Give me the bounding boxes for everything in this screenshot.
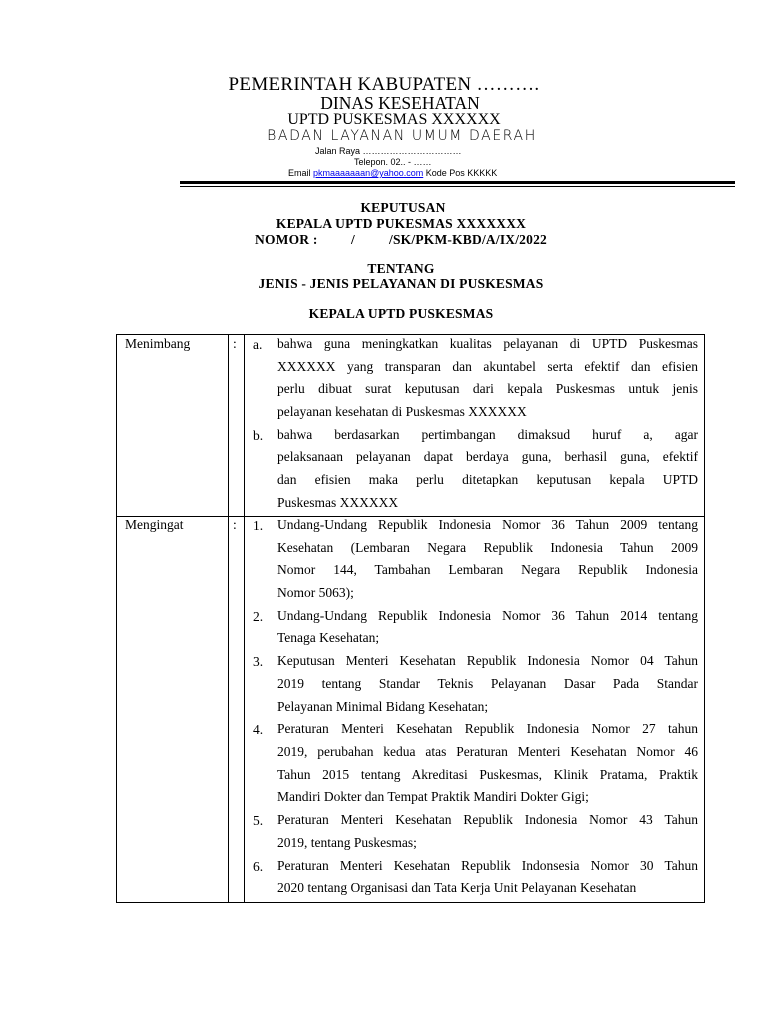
mengingat-item-line: Pelayanan Minimal Bidang Kesehatan; — [277, 698, 489, 714]
mengingat-item-text — [277, 514, 698, 605]
menimbang-item-line: pelaksanaan pelayanan dapat berdaya guna, berhasil guna, efektif — [277, 449, 698, 465]
header-government-line: PEMERINTAH KABUPATEN ………. — [228, 74, 540, 95]
menimbang-label: Menimbang — [125, 336, 191, 351]
mengingat-item-marker: 5. — [253, 813, 264, 829]
considerations-table — [116, 334, 705, 903]
mengingat-item-text — [277, 718, 698, 809]
mengingat-item-text — [277, 650, 698, 718]
mengingat-item-marker: 3. — [253, 654, 264, 670]
mengingat-item-line: Keputusan Menteri Kesehatan Republik Indonesia Nomor 04 Tahun — [277, 653, 698, 669]
mengingat-item-line: Mandiri Dokter dan Tempat Praktik Mandiri Dokter Gigi; — [277, 789, 589, 805]
menimbang-item-line: Puskesmas XXXXXX — [277, 494, 399, 510]
mengingat-item-line: Undang-Undang Republik Indonesia Nomor 36 Tahun 2009 tentang — [277, 517, 698, 532]
menimbang-item-line: dan efisien maka perlu ditetapkan keputusan kepala UPTD — [277, 472, 698, 488]
decree-number — [0, 232, 768, 248]
menimbang-item-text — [277, 333, 698, 424]
mengingat-item-line: Peraturan Menteri Kesehatan Republik Indonesia Nomor 43 Tahun — [277, 812, 698, 828]
decree-number-slash: / — [351, 232, 355, 247]
mengingat-label: Mengingat — [125, 517, 184, 532]
mengingat-item-line: Kesehatan (Lembaran Negara Republik Indonesia Tahun 2009 — [277, 539, 698, 555]
mengingat-item-marker: 2. — [253, 608, 264, 624]
header-postal-code: Kode Pos KKKKK — [425, 168, 498, 178]
decree-issuer-heading: KEPALA UPTD PUSKESMAS — [308, 306, 494, 321]
letterhead-divider-thick — [180, 181, 735, 184]
mengingat-item-text — [277, 809, 698, 854]
header-phone: Telepon. 02.. - …… — [354, 157, 432, 167]
table-divider-colon — [244, 335, 245, 902]
header-address: Jalan Raya …………………………… — [315, 146, 462, 156]
table-divider-label — [228, 335, 229, 902]
mengingat-item-line: Nomor 144, Tambahan Lembaran Negara Republik Indonesia — [277, 562, 698, 578]
mengingat-item-line: Tahun 2015 tentang Akreditasi Puskesmas, Klinik Pratama, Praktik — [277, 766, 698, 782]
menimbang-item-marker: a. — [253, 337, 263, 352]
mengingat-item-line: Tenaga Kesehatan; — [277, 630, 380, 646]
mengingat-item-line: Peraturan Menteri Kesehatan Republik Indonesia Nomor 27 tahun — [277, 721, 698, 737]
menimbang-item-line: XXXXXX yang transparan dan akuntabel serta efektif dan efisien — [277, 358, 698, 374]
header-agency-line: DINAS KESEHATAN — [320, 93, 480, 113]
decree-number-value: /SK/PKM-KBD/A/IX/2022 — [389, 232, 547, 247]
menimbang-item-line: pelayanan kesehatan di Puskesmas XXXXXX — [277, 404, 527, 420]
mengingat-item-marker: 4. — [253, 722, 264, 738]
decree-subject: JENIS - JENIS PELAYANAN DI PUSKESMAS — [258, 276, 544, 291]
mengingat-item-line: 2020 tentang Organisasi dan Tata Kerja Unit Pelayanan Kesehatan — [277, 880, 637, 896]
mengingat-item-marker: 6. — [253, 858, 264, 874]
decree-number-label: NOMOR : — [255, 232, 318, 247]
menimbang-item-line: perlu dibuat surat keputusan dari kepala Puskesmas untuk jenis — [277, 381, 698, 397]
mengingat-item-marker: 1. — [253, 518, 264, 533]
menimbang-item-text — [277, 424, 698, 515]
menimbang-colon: : — [233, 336, 237, 351]
menimbang-item-marker: b. — [253, 427, 264, 443]
header-email-label: Email — [288, 168, 311, 178]
decree-about-label: TENTANG — [367, 261, 435, 276]
decree-heading: KEPUTUSAN — [360, 200, 446, 215]
mengingat-item-text — [277, 605, 698, 650]
header-unit-line: UPTD PUSKESMAS XXXXXX — [287, 111, 501, 128]
menimbang-item-line: bahwa berdasarkan pertimbangan dimaksud huruf a, agar — [277, 426, 698, 442]
header-contact-line — [288, 168, 497, 178]
letterhead-divider-thin — [180, 186, 735, 187]
mengingat-colon: : — [233, 517, 237, 532]
mengingat-item-line: Peraturan Menteri Kesehatan Republik Indonsesia Nomor 30 Tahun — [277, 857, 698, 873]
mengingat-item-text — [277, 855, 698, 900]
header-status-line: BADAN LAYANAN UMUM DAERAH — [267, 128, 537, 144]
mengingat-item-line: 2019, perubahan kedua atas Peraturan Menteri Kesehatan Nomor 46 — [277, 743, 698, 759]
mengingat-item-line: 2019, tentang Puskesmas; — [277, 834, 417, 850]
menimbang-item-line: bahwa guna meningkatkan kualitas pelayanan di UPTD Puskesmas — [277, 336, 698, 351]
mengingat-item-line: Nomor 5063); — [277, 585, 354, 601]
mengingat-item-line: Undang-Undang Republik Indonesia Nomor 36 Tahun 2014 tentang — [277, 607, 698, 623]
header-email-link[interactable]: pkmaaaaaaan@yahoo.com — [313, 168, 424, 178]
mengingat-item-line: 2019 tentang Standar Teknis Pelayanan Dasar Pada Standar — [277, 675, 698, 691]
decree-issuer: KEPALA UPTD PUKESMAS XXXXXXX — [275, 216, 527, 231]
